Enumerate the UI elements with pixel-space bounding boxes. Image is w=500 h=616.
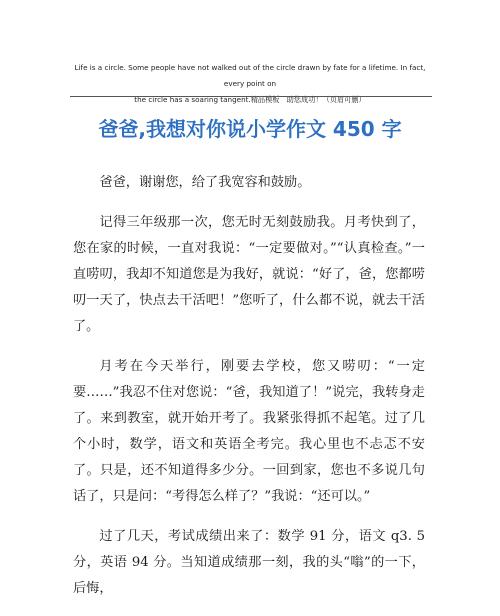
header-line-1: Life is a circle. Some people have not walked out of the circle drawn by fate for a lifetime. In fact, every point on — [74, 63, 426, 88]
paragraph-1: 爸爸，谢谢您，给了我宽容和鼓励。 — [99, 175, 311, 190]
header-line-2: the circle has a soaring tangent.精品模板 助您成功！（页眉可删） — [134, 95, 366, 104]
document-title: 爸爸,我想对你说小学作文 450 字 — [98, 117, 402, 141]
document-body — [73, 170, 425, 616]
paragraph-4: 过了几天，考试成绩出来了：数学 91 分，语文 q3. 5 分，英语 94 分。当知道成绩那一刻，我的头“嗡”的一下，后悔， — [73, 529, 425, 596]
page-header — [70, 60, 430, 108]
header-divider — [70, 96, 432, 97]
paragraph-3: 月考在今天举行，刚要去学校，您又唠叨：“一定要……”我忍不住对您说：“爸，我知道了！”说完，我转身走了。来到教室，就开始开考了。我紧张得抓不起笔。过了几个小时，数学，语文和英语全考完。我心里也不忐忑不安了。只是，还不知道得多少分。一回到家，您也不多说几句话了，只是问：“考得怎么样了？”我说：“还可以。” — [73, 359, 425, 504]
paragraph-2: 记得三年级那一次，您无时无刻鼓励我。月考快到了，您在家的时候，一直对我说：“一定要做对。”“认真检查。”一直唠叨，我却不知道您是为我好，就说：“好了，爸，您都唠叨一天了，快点去干活吧！”您听了，什么都不说，就去干活了。 — [73, 215, 425, 334]
